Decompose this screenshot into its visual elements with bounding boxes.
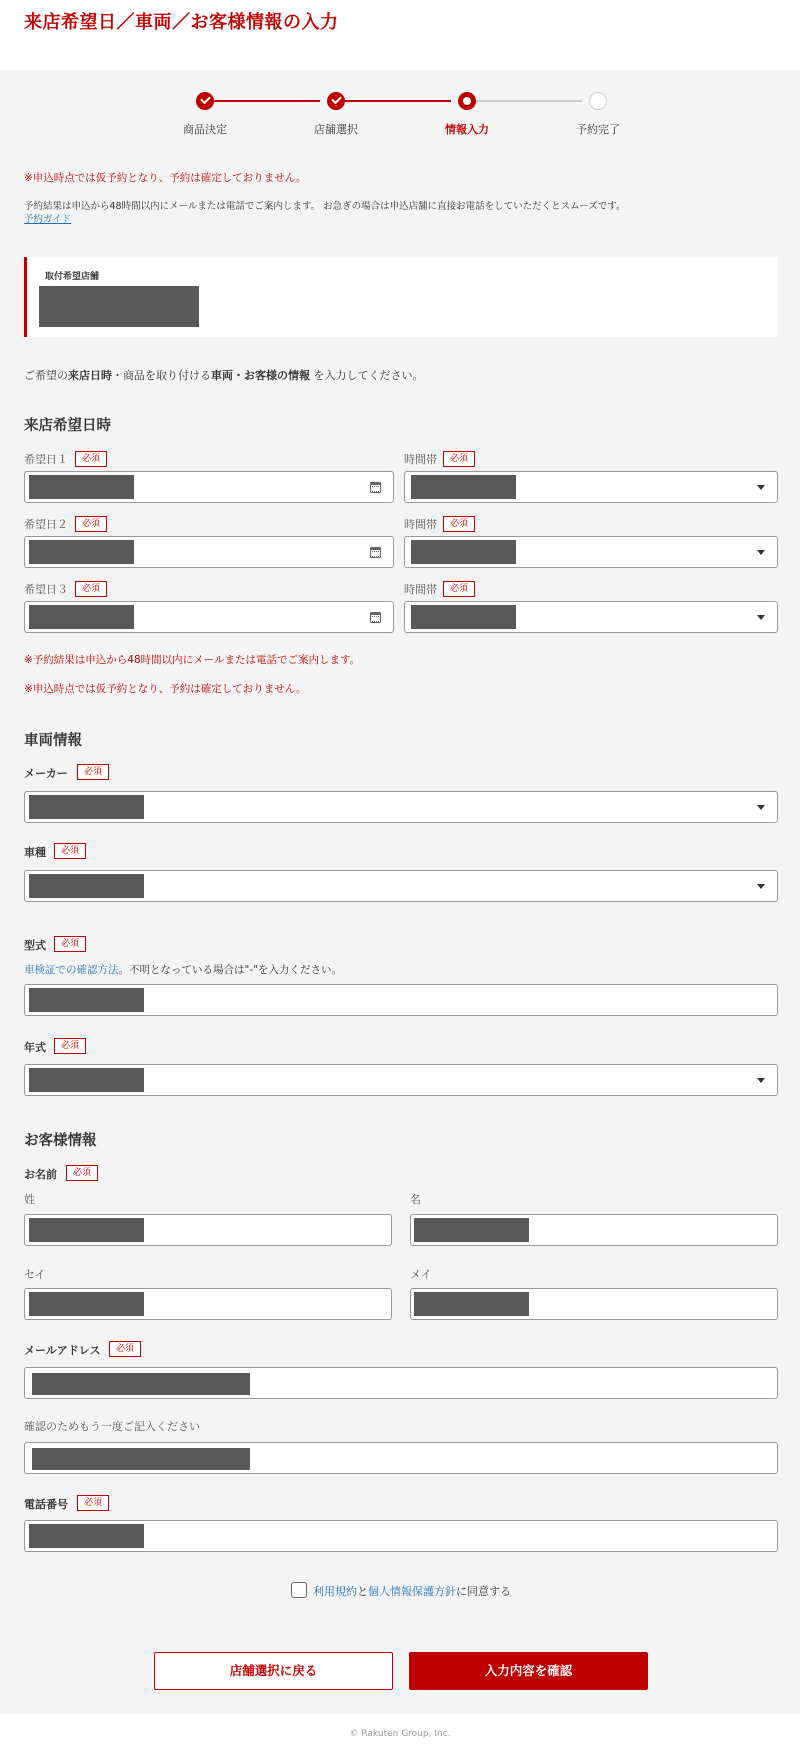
vehicle-section-title: 車両情報 — [24, 733, 82, 749]
first-name-label: 名 — [410, 1193, 421, 1206]
provisional-notice: ※申込時点では仮予約となり、予約は確定しておりません。 — [24, 172, 307, 184]
preferred-date-1-label: 希望日１ — [24, 453, 68, 466]
year-select[interactable] — [24, 1064, 778, 1096]
time-slot-3-label: 時間帯 — [404, 583, 437, 596]
phone-label: 電話番号 — [24, 1498, 68, 1511]
step-pending-circle-icon — [589, 92, 607, 110]
preferred-date-2-input[interactable] — [24, 536, 394, 568]
redacted-value — [29, 475, 134, 499]
maker-label: メーカー — [24, 767, 68, 780]
back-to-store-button[interactable]: 店舗選択に戻る — [154, 1652, 393, 1690]
step-connector — [476, 100, 582, 102]
redacted-value — [29, 795, 144, 819]
customer-section-title: お客様情報 — [24, 1133, 97, 1149]
redacted-value — [32, 1448, 250, 1470]
form-intro-text: ご希望の来店日時・商品を取り付ける車両・お客様の情報 を入力してください。 — [24, 369, 424, 382]
calendar-icon[interactable] — [370, 547, 381, 558]
step-connector — [345, 100, 451, 102]
calendar-icon[interactable] — [370, 612, 381, 623]
preferred-date-1-input[interactable] — [24, 471, 394, 503]
required-badge: 必須 — [109, 1341, 141, 1357]
redacted-value — [29, 874, 144, 898]
chevron-down-icon — [757, 884, 765, 889]
chevron-down-icon — [757, 550, 765, 555]
inspection-cert-link[interactable]: 車検証での確認方法 — [24, 964, 119, 976]
first-kana-input[interactable] — [410, 1288, 778, 1320]
privacy-policy-link[interactable]: 個人情報保護方針 — [368, 1585, 456, 1598]
redacted-value — [29, 1524, 144, 1548]
preferred-date-3-input[interactable] — [24, 601, 394, 633]
first-kana-label: メイ — [410, 1268, 432, 1281]
chevron-down-icon — [757, 615, 765, 620]
email-confirm-label: 確認のためもう一度ご記入ください — [24, 1420, 200, 1433]
required-badge: 必須 — [75, 516, 107, 532]
store-label: 取付希望店舗 — [45, 272, 100, 282]
selected-store-box — [24, 257, 778, 337]
contact-notice: 予約結果は申込から48時間以内にメールまたは電話でご案内します。 お急ぎの場合は申込店舗に直接お電話をしていただくとスムーズです。 — [24, 201, 626, 212]
step-label-product: 商品決定 — [183, 123, 227, 136]
required-badge: 必須 — [443, 516, 475, 532]
redacted-value — [29, 605, 134, 629]
first-name-input[interactable] — [410, 1214, 778, 1246]
page-title: 来店希望日／車両／お客様情報の入力 — [24, 12, 339, 33]
redacted-value — [414, 1218, 529, 1242]
model-label: 車種 — [24, 846, 46, 859]
redacted-value — [414, 1292, 529, 1316]
required-badge: 必須 — [75, 451, 107, 467]
preferred-date-3-label: 希望日３ — [24, 583, 68, 596]
redacted-value — [29, 1068, 144, 1092]
step-complete-check-icon — [196, 92, 214, 110]
type-input[interactable] — [24, 984, 778, 1016]
required-badge: 必須 — [77, 1495, 109, 1511]
required-badge: 必須 — [443, 581, 475, 597]
email-input[interactable] — [24, 1367, 778, 1399]
required-badge: 必須 — [54, 843, 86, 859]
step-complete-check-icon — [327, 92, 345, 110]
email-confirm-input[interactable] — [24, 1442, 778, 1474]
chevron-down-icon — [757, 485, 765, 490]
result-notice: ※予約結果は申込から48時間以内にメールまたは電話でご案内します。 — [24, 654, 361, 666]
time-slot-1-label: 時間帯 — [404, 453, 437, 466]
phone-input[interactable] — [24, 1520, 778, 1552]
step-current-dot-icon — [458, 92, 476, 110]
required-badge: 必須 — [75, 581, 107, 597]
model-select[interactable] — [24, 870, 778, 902]
last-kana-label: セイ — [24, 1268, 46, 1281]
required-badge: 必須 — [66, 1165, 98, 1181]
email-label: メールアドレス — [24, 1344, 101, 1357]
page-header — [0, 0, 800, 70]
agreement-text: 利用規約と個人情報保護方針に同意する — [313, 1585, 511, 1598]
redacted-value — [29, 1292, 144, 1316]
chevron-down-icon — [757, 1078, 765, 1083]
redacted-value — [411, 475, 516, 499]
step-label-store: 店舗選択 — [314, 123, 358, 136]
last-kana-input[interactable] — [24, 1288, 392, 1320]
redacted-value — [29, 1218, 144, 1242]
time-slot-1-select[interactable] — [404, 471, 778, 503]
chevron-down-icon — [757, 805, 765, 810]
maker-select[interactable] — [24, 791, 778, 823]
step-connector — [214, 100, 320, 102]
redacted-value — [29, 540, 134, 564]
redacted-value — [32, 1373, 250, 1395]
time-slot-2-label: 時間帯 — [404, 518, 437, 531]
required-badge: 必須 — [54, 1038, 86, 1054]
required-badge: 必須 — [54, 936, 86, 952]
calendar-icon[interactable] — [370, 482, 381, 493]
required-badge: 必須 — [443, 451, 475, 467]
redacted-value — [411, 605, 516, 629]
step-label-info: 情報入力 — [445, 123, 489, 136]
agree-checkbox[interactable] — [291, 1582, 307, 1598]
confirm-input-button[interactable]: 入力内容を確認 — [409, 1652, 648, 1690]
visit-section-title: 来店希望日時 — [24, 418, 111, 434]
time-slot-3-select[interactable] — [404, 601, 778, 633]
redacted-store-name — [39, 286, 199, 327]
type-label: 型式 — [24, 939, 46, 952]
year-label: 年式 — [24, 1041, 46, 1054]
name-label: お名前 — [24, 1168, 57, 1181]
time-slot-2-select[interactable] — [404, 536, 778, 568]
type-help-text: 車検証での確認方法。不明となっている場合は"-"を入力ください。 — [24, 964, 342, 976]
required-badge: 必須 — [77, 764, 109, 780]
step-label-complete: 予約完了 — [576, 123, 620, 136]
preferred-date-2-label: 希望日２ — [24, 518, 68, 531]
provisional-notice-2: ※申込時点では仮予約となり、予約は確定しておりません。 — [24, 683, 307, 695]
redacted-value — [411, 540, 516, 564]
last-name-label: 姓 — [24, 1193, 35, 1206]
reservation-guide-link[interactable]: 予約ガイド — [24, 214, 72, 225]
terms-link[interactable]: 利用規約 — [313, 1585, 357, 1598]
last-name-input[interactable] — [24, 1214, 392, 1246]
redacted-value — [29, 988, 144, 1012]
copyright-text: © Rakuten Group, Inc. — [349, 1729, 451, 1739]
